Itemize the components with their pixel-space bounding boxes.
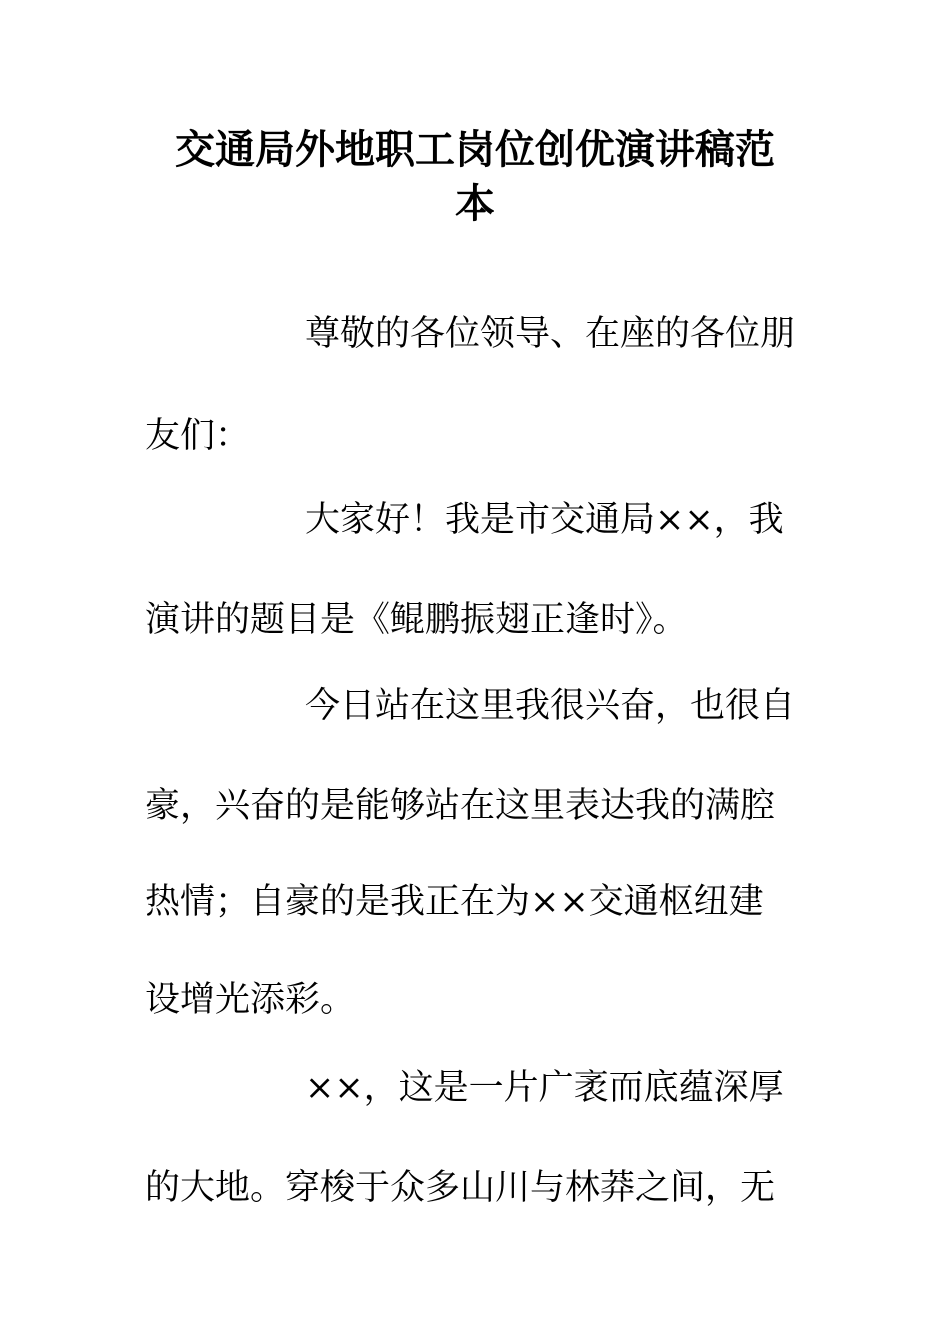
paragraph-line: 友们： — [145, 416, 251, 456]
paragraph-line: 今日站在这里我很兴奋，也很自 — [305, 686, 796, 726]
paragraph-line: 大家好！我是市交通局××，我 — [305, 500, 784, 540]
paragraph-line: ××，这是一片广袤而底蕴深厚 — [305, 1068, 784, 1108]
paragraph-line: 尊敬的各位领导、在座的各位朋 — [305, 314, 796, 354]
paragraph-line: 设增光添彩。 — [145, 980, 356, 1020]
paragraph-line: 演讲的题目是《鲲鹏振翅正逢时》。 — [145, 600, 688, 640]
document-title-line-1: 交通局外地职工岗位创优演讲稿范 — [175, 127, 775, 173]
paragraph-line: 的大地。穿梭于众多山川与林莽之间，无 — [145, 1168, 776, 1208]
document-title-line-2: 本 — [455, 181, 495, 227]
paragraph-line: 豪，兴奋的是能够站在这里表达我的满腔 — [145, 786, 776, 826]
paragraph-line: 热情；自豪的是我正在为××交通枢纽建 — [145, 882, 764, 922]
